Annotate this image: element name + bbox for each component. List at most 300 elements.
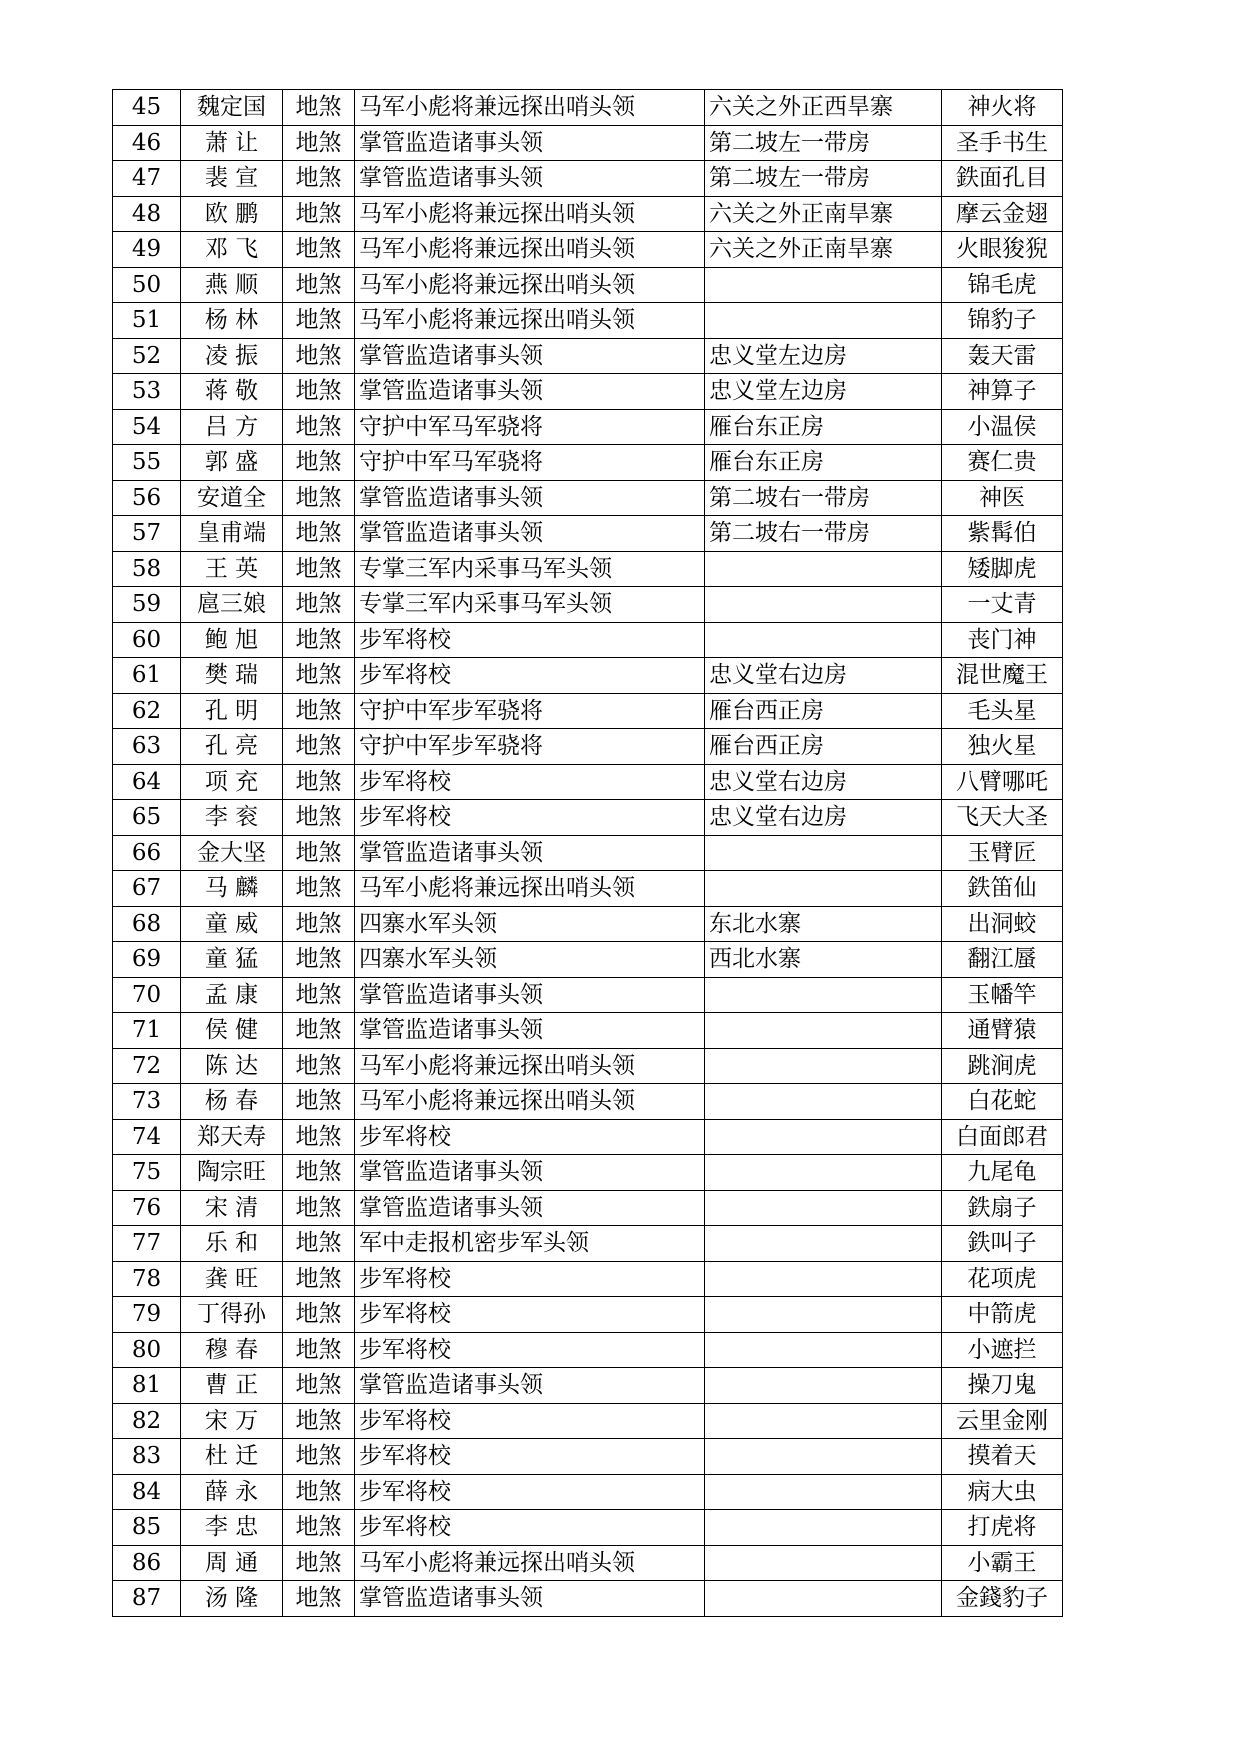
cell-star: 地煞 xyxy=(283,977,355,1013)
cell-place xyxy=(705,1084,942,1120)
cell-place xyxy=(705,1190,942,1226)
cell-role: 掌管监造诸事头领 xyxy=(355,1190,705,1226)
cell-nickname: 小霸王 xyxy=(942,1545,1063,1581)
cell-role: 守护中军步军骁将 xyxy=(355,729,705,765)
cell-nickname: 金錢豹子 xyxy=(942,1581,1063,1617)
cell-number: 71 xyxy=(113,1013,181,1049)
cell-nickname: 鉄扇子 xyxy=(942,1190,1063,1226)
table-row xyxy=(113,551,1063,587)
cell-nickname: 通臂猿 xyxy=(942,1013,1063,1049)
cell-place: 忠义堂右边房 xyxy=(705,800,942,836)
cell-number: 64 xyxy=(113,764,181,800)
cell-nickname: 白面郎君 xyxy=(942,1119,1063,1155)
cell-star: 地煞 xyxy=(283,835,355,871)
cell-name: 鲍 旭 xyxy=(181,622,283,658)
cell-role: 步军将校 xyxy=(355,1119,705,1155)
cell-nickname: 病大虫 xyxy=(942,1474,1063,1510)
cell-number: 60 xyxy=(113,622,181,658)
cell-number: 81 xyxy=(113,1368,181,1404)
cell-nickname: 打虎将 xyxy=(942,1510,1063,1546)
cell-role: 马军小彪将兼远探出哨头领 xyxy=(355,1048,705,1084)
cell-nickname: 丧门神 xyxy=(942,622,1063,658)
cell-number: 55 xyxy=(113,445,181,481)
cell-role: 守护中军马军骁将 xyxy=(355,445,705,481)
table-row xyxy=(113,1048,1063,1084)
cell-name: 曹 正 xyxy=(181,1368,283,1404)
cell-star: 地煞 xyxy=(283,800,355,836)
table-row xyxy=(113,1439,1063,1475)
cell-star: 地煞 xyxy=(283,1084,355,1120)
cell-place: 西北水寨 xyxy=(705,942,942,978)
cell-place xyxy=(705,977,942,1013)
cell-role: 守护中军马军骁将 xyxy=(355,409,705,445)
table-row xyxy=(113,906,1063,942)
cell-place xyxy=(705,871,942,907)
cell-name: 孟 康 xyxy=(181,977,283,1013)
cell-role: 马军小彪将兼远探出哨头领 xyxy=(355,90,705,126)
cell-name: 丁得孙 xyxy=(181,1297,283,1333)
table-row xyxy=(113,800,1063,836)
cell-nickname: 神火将 xyxy=(942,90,1063,126)
cell-place: 雁台东正房 xyxy=(705,409,942,445)
cell-number: 86 xyxy=(113,1545,181,1581)
cell-name: 周 通 xyxy=(181,1545,283,1581)
cell-name: 宋 清 xyxy=(181,1190,283,1226)
cell-star: 地煞 xyxy=(283,622,355,658)
cell-role: 四寨水军头领 xyxy=(355,942,705,978)
table-row xyxy=(113,303,1063,339)
cell-role: 四寨水军头领 xyxy=(355,906,705,942)
cell-role: 马军小彪将兼远探出哨头领 xyxy=(355,871,705,907)
cell-number: 50 xyxy=(113,267,181,303)
cell-role: 马军小彪将兼远探出哨头领 xyxy=(355,303,705,339)
cell-star: 地煞 xyxy=(283,1474,355,1510)
cell-name: 薛 永 xyxy=(181,1474,283,1510)
cell-number: 77 xyxy=(113,1226,181,1262)
cell-number: 52 xyxy=(113,338,181,374)
cell-place: 忠义堂左边房 xyxy=(705,338,942,374)
cell-place: 第二坡右一带房 xyxy=(705,480,942,516)
heroes-table xyxy=(112,89,1063,1617)
cell-place xyxy=(705,1474,942,1510)
cell-role: 掌管监造诸事头领 xyxy=(355,161,705,197)
cell-name: 陶宗旺 xyxy=(181,1155,283,1191)
cell-star: 地煞 xyxy=(283,1261,355,1297)
cell-place: 雁台东正房 xyxy=(705,445,942,481)
cell-role: 马军小彪将兼远探出哨头领 xyxy=(355,1084,705,1120)
table-row xyxy=(113,338,1063,374)
table-row xyxy=(113,267,1063,303)
cell-name: 杨 林 xyxy=(181,303,283,339)
table-row xyxy=(113,871,1063,907)
cell-star: 地煞 xyxy=(283,374,355,410)
cell-nickname: 鉄面孔目 xyxy=(942,161,1063,197)
cell-role: 专掌三军内采事马军头领 xyxy=(355,587,705,623)
cell-place xyxy=(705,1368,942,1404)
cell-role: 步军将校 xyxy=(355,764,705,800)
cell-role: 步军将校 xyxy=(355,1474,705,1510)
cell-place: 第二坡右一带房 xyxy=(705,516,942,552)
cell-number: 67 xyxy=(113,871,181,907)
cell-star: 地煞 xyxy=(283,161,355,197)
cell-star: 地煞 xyxy=(283,90,355,126)
cell-nickname: 花项虎 xyxy=(942,1261,1063,1297)
cell-role: 马军小彪将兼远探出哨头领 xyxy=(355,1545,705,1581)
cell-name: 樊 瑞 xyxy=(181,658,283,694)
cell-star: 地煞 xyxy=(283,1545,355,1581)
table-row xyxy=(113,161,1063,197)
cell-place xyxy=(705,622,942,658)
cell-star: 地煞 xyxy=(283,906,355,942)
cell-name: 童 猛 xyxy=(181,942,283,978)
cell-place: 第二坡左一带房 xyxy=(705,161,942,197)
table-row xyxy=(113,977,1063,1013)
cell-name: 扈三娘 xyxy=(181,587,283,623)
cell-nickname: 八臂哪吒 xyxy=(942,764,1063,800)
table-row xyxy=(113,1297,1063,1333)
cell-star: 地煞 xyxy=(283,1013,355,1049)
cell-place: 六关之外正西旱寨 xyxy=(705,90,942,126)
cell-nickname: 白花蛇 xyxy=(942,1084,1063,1120)
cell-number: 59 xyxy=(113,587,181,623)
cell-place: 雁台西正房 xyxy=(705,729,942,765)
cell-place xyxy=(705,1332,942,1368)
cell-name: 李 衮 xyxy=(181,800,283,836)
cell-star: 地煞 xyxy=(283,232,355,268)
cell-star: 地煞 xyxy=(283,196,355,232)
cell-nickname: 矮脚虎 xyxy=(942,551,1063,587)
table-row xyxy=(113,196,1063,232)
cell-number: 61 xyxy=(113,658,181,694)
cell-number: 51 xyxy=(113,303,181,339)
cell-role: 步军将校 xyxy=(355,1510,705,1546)
cell-place: 忠义堂右边房 xyxy=(705,764,942,800)
table-row xyxy=(113,1226,1063,1262)
cell-star: 地煞 xyxy=(283,1155,355,1191)
table-row xyxy=(113,942,1063,978)
table-row xyxy=(113,480,1063,516)
cell-number: 47 xyxy=(113,161,181,197)
cell-role: 步军将校 xyxy=(355,1297,705,1333)
cell-number: 75 xyxy=(113,1155,181,1191)
cell-star: 地煞 xyxy=(283,1119,355,1155)
cell-star: 地煞 xyxy=(283,1510,355,1546)
cell-role: 掌管监造诸事头领 xyxy=(355,516,705,552)
table-row xyxy=(113,1403,1063,1439)
cell-name: 郑天寿 xyxy=(181,1119,283,1155)
cell-nickname: 小温侯 xyxy=(942,409,1063,445)
cell-nickname: 翻江蜃 xyxy=(942,942,1063,978)
cell-nickname: 紫髯伯 xyxy=(942,516,1063,552)
cell-name: 皇甫端 xyxy=(181,516,283,552)
cell-number: 78 xyxy=(113,1261,181,1297)
cell-name: 宋 万 xyxy=(181,1403,283,1439)
table-row xyxy=(113,1119,1063,1155)
cell-number: 74 xyxy=(113,1119,181,1155)
cell-star: 地煞 xyxy=(283,729,355,765)
cell-role: 步军将校 xyxy=(355,1332,705,1368)
cell-number: 68 xyxy=(113,906,181,942)
cell-place xyxy=(705,835,942,871)
cell-place: 忠义堂右边房 xyxy=(705,658,942,694)
cell-star: 地煞 xyxy=(283,1403,355,1439)
cell-place xyxy=(705,1439,942,1475)
table-row xyxy=(113,232,1063,268)
cell-nickname: 飞天大圣 xyxy=(942,800,1063,836)
cell-place xyxy=(705,1403,942,1439)
cell-number: 70 xyxy=(113,977,181,1013)
cell-name: 穆 春 xyxy=(181,1332,283,1368)
cell-star: 地煞 xyxy=(283,125,355,161)
cell-role: 掌管监造诸事头领 xyxy=(355,1013,705,1049)
cell-nickname: 锦豹子 xyxy=(942,303,1063,339)
cell-nickname: 毛头星 xyxy=(942,693,1063,729)
cell-nickname: 操刀鬼 xyxy=(942,1368,1063,1404)
cell-role: 马军小彪将兼远探出哨头领 xyxy=(355,196,705,232)
cell-number: 82 xyxy=(113,1403,181,1439)
table-row xyxy=(113,693,1063,729)
cell-star: 地煞 xyxy=(283,1332,355,1368)
cell-name: 杜 迁 xyxy=(181,1439,283,1475)
table-row xyxy=(113,125,1063,161)
cell-number: 57 xyxy=(113,516,181,552)
cell-nickname: 轰天雷 xyxy=(942,338,1063,374)
cell-role: 步军将校 xyxy=(355,622,705,658)
cell-place: 六关之外正南旱寨 xyxy=(705,232,942,268)
cell-nickname: 中箭虎 xyxy=(942,1297,1063,1333)
cell-name: 蒋 敬 xyxy=(181,374,283,410)
cell-nickname: 玉臂匠 xyxy=(942,835,1063,871)
cell-role: 掌管监造诸事头领 xyxy=(355,1368,705,1404)
cell-place xyxy=(705,303,942,339)
cell-number: 87 xyxy=(113,1581,181,1617)
cell-role: 掌管监造诸事头领 xyxy=(355,374,705,410)
cell-number: 54 xyxy=(113,409,181,445)
table-row xyxy=(113,1155,1063,1191)
cell-star: 地煞 xyxy=(283,267,355,303)
cell-star: 地煞 xyxy=(283,871,355,907)
table-row xyxy=(113,622,1063,658)
cell-number: 66 xyxy=(113,835,181,871)
cell-role: 步军将校 xyxy=(355,1439,705,1475)
cell-nickname: 神医 xyxy=(942,480,1063,516)
cell-name: 燕 顺 xyxy=(181,267,283,303)
cell-number: 53 xyxy=(113,374,181,410)
table-row xyxy=(113,835,1063,871)
cell-name: 欧 鹏 xyxy=(181,196,283,232)
table-row xyxy=(113,1545,1063,1581)
cell-number: 56 xyxy=(113,480,181,516)
table-row xyxy=(113,1581,1063,1617)
cell-name: 乐 和 xyxy=(181,1226,283,1262)
cell-place xyxy=(705,551,942,587)
cell-role: 步军将校 xyxy=(355,1261,705,1297)
cell-nickname: 跳涧虎 xyxy=(942,1048,1063,1084)
cell-role: 掌管监造诸事头领 xyxy=(355,1155,705,1191)
cell-name: 郭 盛 xyxy=(181,445,283,481)
cell-number: 73 xyxy=(113,1084,181,1120)
cell-number: 72 xyxy=(113,1048,181,1084)
cell-star: 地煞 xyxy=(283,409,355,445)
table-row xyxy=(113,445,1063,481)
cell-name: 邓 飞 xyxy=(181,232,283,268)
cell-place xyxy=(705,1510,942,1546)
cell-name: 杨 春 xyxy=(181,1084,283,1120)
cell-role: 掌管监造诸事头领 xyxy=(355,338,705,374)
cell-number: 63 xyxy=(113,729,181,765)
cell-role: 掌管监造诸事头领 xyxy=(355,480,705,516)
cell-role: 马军小彪将兼远探出哨头领 xyxy=(355,232,705,268)
cell-number: 85 xyxy=(113,1510,181,1546)
cell-role: 掌管监造诸事头领 xyxy=(355,1581,705,1617)
cell-number: 49 xyxy=(113,232,181,268)
cell-place: 六关之外正南旱寨 xyxy=(705,196,942,232)
table-row xyxy=(113,1261,1063,1297)
cell-number: 80 xyxy=(113,1332,181,1368)
cell-name: 童 威 xyxy=(181,906,283,942)
cell-place xyxy=(705,1297,942,1333)
cell-star: 地煞 xyxy=(283,1297,355,1333)
cell-place xyxy=(705,1581,942,1617)
cell-nickname: 鉄笛仙 xyxy=(942,871,1063,907)
cell-nickname: 混世魔王 xyxy=(942,658,1063,694)
cell-name: 吕 方 xyxy=(181,409,283,445)
cell-name: 龚 旺 xyxy=(181,1261,283,1297)
cell-nickname: 摸着天 xyxy=(942,1439,1063,1475)
cell-star: 地煞 xyxy=(283,338,355,374)
table-row xyxy=(113,1013,1063,1049)
cell-name: 马 麟 xyxy=(181,871,283,907)
table-row xyxy=(113,1368,1063,1404)
cell-star: 地煞 xyxy=(283,764,355,800)
cell-number: 69 xyxy=(113,942,181,978)
cell-number: 65 xyxy=(113,800,181,836)
table-row xyxy=(113,764,1063,800)
table-row xyxy=(113,1474,1063,1510)
cell-place: 雁台西正房 xyxy=(705,693,942,729)
cell-number: 46 xyxy=(113,125,181,161)
cell-name: 裴 宣 xyxy=(181,161,283,197)
cell-nickname: 锦毛虎 xyxy=(942,267,1063,303)
cell-number: 48 xyxy=(113,196,181,232)
cell-place xyxy=(705,267,942,303)
table-body xyxy=(113,90,1063,1617)
table-row xyxy=(113,374,1063,410)
cell-place: 东北水寨 xyxy=(705,906,942,942)
cell-role: 掌管监造诸事头领 xyxy=(355,835,705,871)
cell-place xyxy=(705,1013,942,1049)
cell-name: 项 充 xyxy=(181,764,283,800)
table-row xyxy=(113,729,1063,765)
table-row xyxy=(113,1190,1063,1226)
table-row xyxy=(113,587,1063,623)
cell-name: 孔 亮 xyxy=(181,729,283,765)
cell-nickname: 神算子 xyxy=(942,374,1063,410)
cell-number: 83 xyxy=(113,1439,181,1475)
cell-place xyxy=(705,1226,942,1262)
cell-star: 地煞 xyxy=(283,658,355,694)
cell-nickname: 赛仁贵 xyxy=(942,445,1063,481)
table-row xyxy=(113,1084,1063,1120)
cell-star: 地煞 xyxy=(283,1048,355,1084)
cell-star: 地煞 xyxy=(283,693,355,729)
cell-star: 地煞 xyxy=(283,587,355,623)
cell-star: 地煞 xyxy=(283,942,355,978)
cell-name: 李 忠 xyxy=(181,1510,283,1546)
table-row xyxy=(113,409,1063,445)
cell-nickname: 摩云金翅 xyxy=(942,196,1063,232)
cell-star: 地煞 xyxy=(283,551,355,587)
cell-star: 地煞 xyxy=(283,1439,355,1475)
cell-nickname: 小遮拦 xyxy=(942,1332,1063,1368)
cell-star: 地煞 xyxy=(283,1226,355,1262)
cell-nickname: 圣手书生 xyxy=(942,125,1063,161)
cell-name: 陈 达 xyxy=(181,1048,283,1084)
cell-role: 守护中军步军骁将 xyxy=(355,693,705,729)
cell-star: 地煞 xyxy=(283,445,355,481)
cell-nickname: 鉄叫子 xyxy=(942,1226,1063,1262)
cell-place xyxy=(705,1261,942,1297)
cell-star: 地煞 xyxy=(283,303,355,339)
cell-nickname: 一丈青 xyxy=(942,587,1063,623)
cell-name: 金大坚 xyxy=(181,835,283,871)
cell-nickname: 九尾龟 xyxy=(942,1155,1063,1191)
cell-place xyxy=(705,1048,942,1084)
cell-name: 侯 健 xyxy=(181,1013,283,1049)
cell-place: 第二坡左一带房 xyxy=(705,125,942,161)
cell-nickname: 出洞蛟 xyxy=(942,906,1063,942)
cell-star: 地煞 xyxy=(283,516,355,552)
cell-role: 专掌三军内采事马军头领 xyxy=(355,551,705,587)
cell-nickname: 火眼狻猊 xyxy=(942,232,1063,268)
cell-name: 凌 振 xyxy=(181,338,283,374)
cell-number: 84 xyxy=(113,1474,181,1510)
cell-star: 地煞 xyxy=(283,1190,355,1226)
cell-role: 步军将校 xyxy=(355,658,705,694)
cell-number: 76 xyxy=(113,1190,181,1226)
cell-role: 掌管监造诸事头领 xyxy=(355,125,705,161)
cell-number: 58 xyxy=(113,551,181,587)
cell-place: 忠义堂左边房 xyxy=(705,374,942,410)
cell-place xyxy=(705,1545,942,1581)
cell-role: 步军将校 xyxy=(355,1403,705,1439)
cell-name: 汤 隆 xyxy=(181,1581,283,1617)
cell-star: 地煞 xyxy=(283,480,355,516)
cell-place xyxy=(705,1119,942,1155)
table-row xyxy=(113,1332,1063,1368)
cell-place xyxy=(705,587,942,623)
cell-star: 地煞 xyxy=(283,1368,355,1404)
cell-name: 安道全 xyxy=(181,480,283,516)
table-row xyxy=(113,658,1063,694)
cell-nickname: 云里金刚 xyxy=(942,1403,1063,1439)
cell-role: 步军将校 xyxy=(355,800,705,836)
cell-number: 79 xyxy=(113,1297,181,1333)
cell-role: 军中走报机密步军头领 xyxy=(355,1226,705,1262)
cell-nickname: 玉幡竿 xyxy=(942,977,1063,1013)
cell-number: 62 xyxy=(113,693,181,729)
table-row xyxy=(113,516,1063,552)
cell-name: 孔 明 xyxy=(181,693,283,729)
cell-name: 魏定国 xyxy=(181,90,283,126)
cell-name: 王 英 xyxy=(181,551,283,587)
cell-star: 地煞 xyxy=(283,1581,355,1617)
cell-role: 掌管监造诸事头领 xyxy=(355,977,705,1013)
cell-place xyxy=(705,1155,942,1191)
cell-role: 马军小彪将兼远探出哨头领 xyxy=(355,267,705,303)
cell-nickname: 独火星 xyxy=(942,729,1063,765)
table-row xyxy=(113,90,1063,126)
